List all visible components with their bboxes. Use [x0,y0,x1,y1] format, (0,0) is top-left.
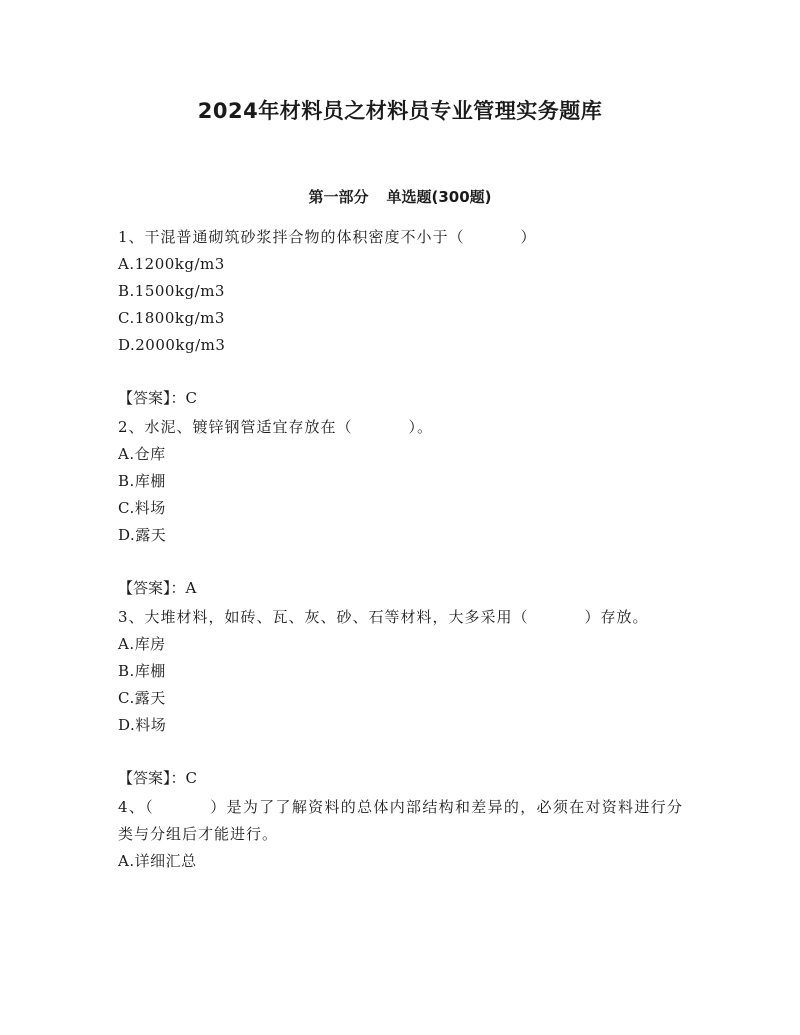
question-stem: 2、水泥、镀锌钢管适宜存放在（ ）。 [118,418,434,436]
question-4 [118,794,683,875]
option-c: C.1800kg/m3 [118,309,225,327]
section-title [0,186,800,207]
option-c: C.料场 [118,499,166,517]
document-title: 2024年材料员之材料员专业管理实务题库 [197,99,603,123]
answer-prefix: 【答案】： [118,389,186,407]
option-b: B.1500kg/m3 [118,282,225,300]
option-d: D.露天 [118,526,167,544]
option-d: D.料场 [118,716,167,734]
option-a: A.1200kg/m3 [118,255,225,273]
answer-line [118,385,683,412]
answer-prefix: 【答案】： [118,769,186,787]
option-b: B.库棚 [118,662,166,680]
question-1 [118,224,683,412]
question-stem: 1、干混普通砌筑砂浆拌合物的体积密度不小于（ ） [118,228,537,246]
answer-line [118,765,683,792]
section-name: 单选题(300题) [386,188,492,206]
option-a: A.库房 [118,635,166,653]
option-a: A.仓库 [118,445,166,463]
answer-value: A [185,579,197,597]
question-2 [118,414,683,602]
option-a: A.详细汇总 [118,852,197,870]
question-stem: 4、（ ）是为了了解资料的总体内部结构和差异的，必须在对资料进行分类与分组后才能进行。 [118,798,683,843]
answer-value: C [185,769,197,787]
option-b: B.库棚 [118,472,166,490]
question-3 [118,604,683,792]
option-d: D.2000kg/m3 [118,336,226,354]
question-list [118,224,683,875]
option-c: C.露天 [118,689,166,707]
section-part: 第一部分 [308,188,369,206]
answer-value: C [185,389,197,407]
question-stem: 3、大堆材料，如砖、瓦、灰、砂、石等材料，大多采用（ ）存放。 [118,608,649,626]
answer-prefix: 【答案】： [118,579,186,597]
answer-line [118,575,683,602]
